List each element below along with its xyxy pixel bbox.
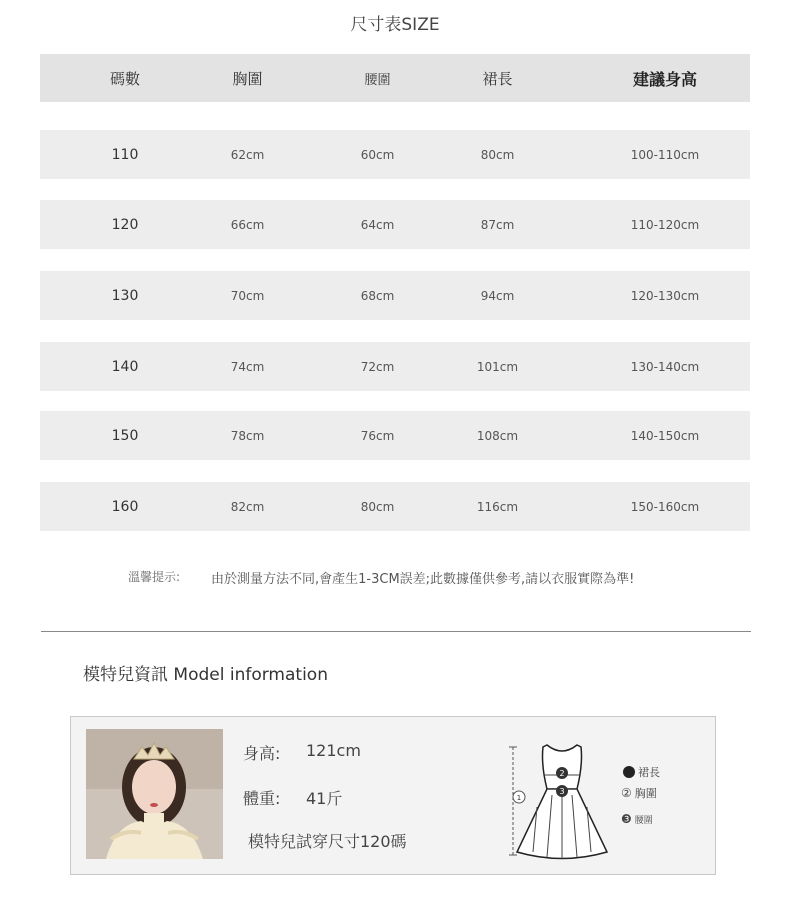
cell-length: 116cm <box>476 499 519 514</box>
cell-chest: 82cm <box>230 499 265 514</box>
cell-size: 150 <box>111 427 139 444</box>
legend-length-label: 裙長 <box>638 766 660 779</box>
cell-chest: 78cm <box>230 428 265 443</box>
cell-size: 160 <box>111 498 139 515</box>
cell-height: 120-130cm <box>630 288 700 303</box>
cell-waist: 68cm <box>360 288 395 303</box>
cell-size: 110 <box>111 146 139 163</box>
table-row <box>40 200 750 249</box>
cell-waist: 80cm <box>360 499 395 514</box>
table-row <box>40 342 750 391</box>
cell-chest: 66cm <box>230 217 265 232</box>
legend-waist <box>621 812 653 826</box>
cell-height: 100-110cm <box>630 147 700 162</box>
cell-length: 87cm <box>480 217 515 232</box>
cell-length: 94cm <box>480 288 515 303</box>
legend-waist-label: 腰圍 <box>634 815 653 826</box>
dress-diagram <box>507 737 617 867</box>
weight-value: 41斤 <box>306 789 343 808</box>
cell-height: 130-140cm <box>630 359 700 374</box>
model-photo <box>86 729 223 859</box>
table-row <box>40 130 750 179</box>
circled-two-icon: ② <box>621 786 632 800</box>
model-card <box>70 716 716 875</box>
size-note: 模特兒試穿尺寸120碼 <box>248 832 407 851</box>
page-title: 尺寸表SIZE <box>350 15 440 35</box>
cell-height: 110-120cm <box>630 217 700 232</box>
filled-circle-icon <box>623 766 635 778</box>
weight-label: 體重: <box>243 789 281 808</box>
table-row <box>40 411 750 460</box>
cell-length: 80cm <box>480 147 515 162</box>
header-length: 裙長 <box>482 69 513 88</box>
cell-size: 140 <box>111 358 139 375</box>
header-chest: 胸圍 <box>232 69 263 88</box>
cell-size: 120 <box>111 216 139 233</box>
cell-waist: 72cm <box>360 359 395 374</box>
cell-length: 108cm <box>476 428 519 443</box>
divider <box>41 631 751 632</box>
circled-three-icon: ❸ <box>621 812 632 826</box>
cell-waist: 76cm <box>360 428 395 443</box>
cell-waist: 64cm <box>360 217 395 232</box>
cell-size: 130 <box>111 287 139 304</box>
legend-length <box>623 764 660 780</box>
diagram-marker-3: 3 <box>559 787 565 796</box>
legend-chest-label: 胸圍 <box>634 787 657 800</box>
diagram-marker-2: 2 <box>559 769 565 778</box>
header-height: 建議身高 <box>632 69 697 89</box>
cell-chest: 70cm <box>230 288 265 303</box>
header-waist: 腰圍 <box>364 72 391 88</box>
height-label: 身高: <box>243 744 281 763</box>
notice-label: 溫馨提示: <box>128 570 181 584</box>
table-row <box>40 271 750 320</box>
diagram-marker-1: 1 <box>516 794 522 802</box>
notice-text: 由於測量方法不同,會產生1-3CM誤差;此數據僅供參考,請以衣服實際為準! <box>211 572 635 587</box>
table-row <box>40 482 750 531</box>
cell-length: 101cm <box>476 359 519 374</box>
cell-height: 140-150cm <box>630 428 700 443</box>
cell-chest: 62cm <box>230 147 265 162</box>
model-section-title: 模特兒資訊 Model information <box>83 665 328 685</box>
header-size: 碼數 <box>109 69 140 88</box>
table-header <box>40 54 750 102</box>
height-value: 121cm <box>306 741 361 760</box>
cell-waist: 60cm <box>360 147 395 162</box>
legend-chest <box>621 785 657 801</box>
cell-chest: 74cm <box>230 359 265 374</box>
cell-height: 150-160cm <box>630 499 700 514</box>
